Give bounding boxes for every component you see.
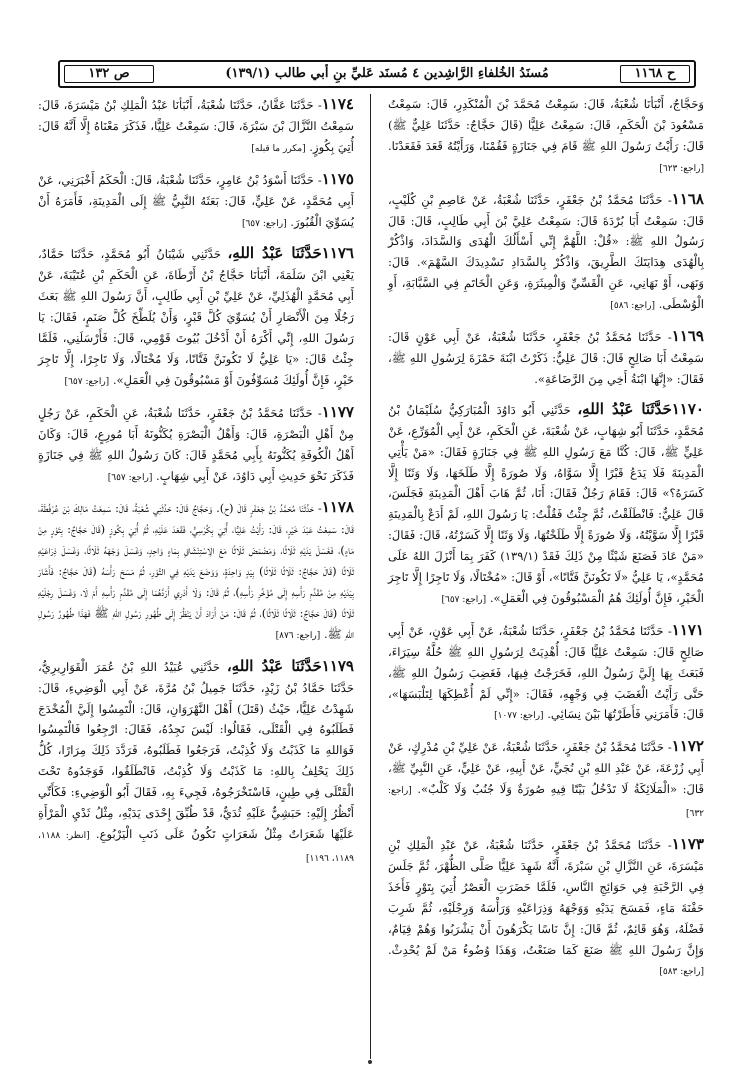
hadith-entry — [38, 497, 354, 646]
page-header — [58, 60, 696, 88]
hadith-text: - حَدَّثَنَا مُحَمَّدُ بْنُ جَعْفَرٍ، حَدَّثَنَا شُعْبَةُ، عَنْ أَبِي عَوْنٍ قَالَ: سَمِعْتُ أَبَا صَالِحٍ قَالَ: قَالَ عَلِيٌّ: ذَكَرْتُ ابْنَةَ حَمْزَةَ لِرَسُولِ اللهِ ﷺ، فَقَالَ: «إِنَّهَا ابْنَةُ أَخِي مِنَ الرَّضَاعَةِ». — [388, 330, 704, 386]
hadith-heading: حَدَّثَنَا عَبْدُ اللهِ، — [227, 244, 322, 263]
hadith-number: ١١٧١ — [671, 620, 704, 639]
hadith-number: ١١٧٥ — [321, 169, 354, 188]
hadith-reference: [راجع: ٦٢٣] — [659, 163, 704, 174]
column-divider — [370, 94, 371, 1059]
left-column — [38, 94, 354, 879]
hadith-reference: [راجع: ٥٨٦] — [610, 301, 655, 312]
hadith-reference: [مكرر ما قبله] — [251, 143, 306, 154]
hadith-text: - حَدَّثَنَا مُحَمَّدُ بْنُ جَعْفَرٍ، حَدَّثَنَا شُعْبَةُ، عَنْ عَبْدِ الْمَلِكِ بْنِ مَيْسَرَةَ، عَنِ النَّزَّالِ بْنِ سَبْرَةَ، أَنَّهُ شَهِدَ عَلِيًّا صَلَّى الظُّهْرَ، ثُمَّ جَلَسَ فِي الرَّحْبَةِ فِي حَوَائِجِ النَّاسِ، فَلَمَّا حَضَرَتِ الْعَصْرُ أُتِيَ بِتَوْرٍ فَأَخَذَ حَفْنَةَ مَاءٍ، فَمَسَحَ يَدَيْهِ وَوَجْهَهُ وَذِرَاعَيْهِ وَرَأْسَهُ وَرِجْلَيْهِ، ثُمَّ شَرِبَ فَضْلَهُ، وَهُوَ قَائِمٌ، ثُمَّ قَالَ: إِنَّ نَاسًا يَكْرَهُونَ أَنْ يَشْرَبُوا وَهُمْ قِيَامٌ، وَإِنَّ رَسُولَ اللهِ ﷺ صَنَعَ كَمَا صَنَعْتُ، وَهَذَا وُضُوءُ مَنْ لَمْ يُحْدِثْ. — [388, 838, 704, 957]
hadith-entry — [388, 189, 704, 317]
hadith-text: - حَدَّثَنَا مُحَمَّدُ بْنُ جَعْفَرٍ قَالَ (ح). وَحَجَّاجٌ قَالَ: حَدَّثَنِي شُعْبَةُ، قَالَ: سَمِعْتُ مَالِكَ بْنَ عُرْفُطَةَ، قَالَ: سَمِعْتُ عَبْدَ خَيْرٍ، قَالَ: رَأَيْتُ عَلِيًّا، أُتِيَ بِكُرْسِيٍّ، فَقَعَدَ عَلَيْهِ، ثُمَّ أُتِيَ بِكُوزٍ (قَالَ حَجَّاجٌ: بِتَوْرٍ مِنْ مَاءٍ)، فَغَسَلَ يَدَيْهِ ثَلَاثًا، وَمَضْمَضَ ثَلَاثًا مَعَ الِاسْتِنْشَاقِ بِمَاءٍ وَاحِدٍ، وَغَسَلَ وَجْهَهُ ثَلَاثًا، وَغَسَلَ ذِرَاعَيْهِ ثَلَاثًا (قَالَ حَجَّاجٌ: ثَلَاثًا ثَلَاثًا) بِيَدٍ وَاحِدَةٍ، وَوَضَعَ يَدَيْهِ فِي التَّوْرِ، ثُمَّ مَسَحَ رَأْسَهُ (قَالَ حَجَّاجٌ: فَأَشَارَ بِيَدَيْهِ مِنْ مُقَدَّمِ رَأْسِهِ إِلَى مُؤَخَّرِ رَأْسِهِ)، ثُمَّ قَالَ: وَلَا أَدْرِي أَرَدَّهُمَا إِلَى مُقَدَّمِ رَأْسِهِ أَمْ لَا، وَغَسَلَ رِجْلَيْهِ ثَلَاثًا (قَالَ حَجَّاجٌ: ثَلَاثًا ثَلَاثًا)، ثُمَّ قَالَ: مَنْ أَرَادَ أَنْ يَنْظُرَ إِلَى طُهُورِ رَسُولِ اللهِ ﷺ فَهَذَا طُهُورُ رَسُولِ اللهِ ﷺ. — [38, 501, 354, 641]
hadith-reference: [انظر: ١١٨٨، ١١٨٩، ١١٩٦] — [38, 831, 354, 864]
hadith-entry — [38, 656, 354, 870]
page-ornament — [368, 1060, 372, 1064]
hadith-entry — [38, 169, 354, 235]
hadith-number: ١١٧٤ — [321, 95, 354, 113]
page-number-left: ص ١٣٢ — [64, 65, 154, 83]
hadith-reference: [راجع: ٦٣٢] — [388, 786, 704, 820]
hadith-text: - حَدَّثَنَا مُحَمَّدُ بْنُ جَعْفَرٍ، حَدَّثَنَا شُعْبَةُ، عَنْ عَلِيِّ بْنِ مُدْرِكٍ، عَنْ أَبِي زُرْعَةَ، عَنْ عَبْدِ اللهِ بْنِ نُجَيٍّ، عَنْ أَبِيهِ، عَنْ عَلِيٍّ، عَنِ النَّبِيِّ ﷺ، قَالَ: «الْمَلَائِكَةُ لَا تَدْخُلُ بَيْتًا فِيهِ صُورَةٌ وَلَا جُنُبٌ وَلَا كَلْبٌ». — [388, 740, 705, 797]
hadith-text: حَدَّثَنِي عُبَيْدُ اللهِ بْنُ عُمَرَ الْقَوَارِيرِيُّ، حَدَّثَنَا حَمَّادُ بْنُ زَيْدٍ، حَدَّثَنَا جَمِيلُ بْنُ مُرَّةَ، عَنْ أَبِي الْوَضِيءِ، قَالَ: شَهِدْتُ عَلِيًّا، حَيْثُ (قَتَلَ) أَهْلَ النَّهْرَوَانِ، قَالَ: الْتَمِسُوا إِلَيَّ الْمُخْدَجَ فَطَلَبُوهُ فِي الْقَتْلَى، فَقَالُوا: لَيْسَ نَجِدُهُ، فَقَالَ: ارْجِعُوا فَالْتَمِسُوا فَوَاللهِ مَا كَذَبْتُ وَلَا كُذِبْتُ، فَرَجَعُوا فَطَلَبُوهُ، فَرَدَّدَ ذَلِكَ مِرَارًا، كُلُّ ذَلِكَ يَحْلِفُ بِاللهِ: مَا كَذَبْتُ وَلَا كُذِبْتُ، فَانْطَلَقُوا، فَوَجَدُوهُ تَحْتَ الْقَتْلَى فِي طِينٍ، فَاسْتَخْرَجُوهُ، فَجِيءَ بِهِ، فَقَالَ أَبُو الْوَضِيءِ: فَكَأَنِّي أَنْظُرُ إِلَيْهِ: حَبَشِيٌّ عَلَيْهِ ثُدَيٌّ، قَدْ طُبِّقَ إِحْدَى يَدَيْهِ، مِثْلُ ثَدْيِ الْمَرْأَةِ عَلَيْهَا شَعَرَاتٌ مِثْلُ شَعَرَاتٍ تَكُونُ عَلَى ذَنَبِ الْيَرْبُوعِ. — [38, 659, 354, 841]
hadith-entry — [388, 399, 704, 611]
hadith-reference: [راجع: ١٠٧٧] — [494, 711, 544, 722]
hadith-text: - حَدَّثَنَا أَسْوَدُ بْنُ عَامِرٍ، حَدَّثَنَا شُعْبَةُ، قَالَ: الْحَكَمُ أَخْبَرَنِي، عَنْ أَبِي مُحَمَّدٍ، عَنْ عَلِيٍّ، قَالَ: بَعَثَهُ النَّبِيُّ ﷺ إِلَى الْمَدِينَةِ، فَأَمَرَهُ أَنْ يُسَوِّيَ الْقُبُورَ. — [38, 172, 354, 229]
hadith-number: ١١٧٧ — [321, 402, 354, 421]
hadith-text: - حَدَّثَنَا عَفَّانُ، حَدَّثَنَا شُعْبَةُ، أَنْبَأنَا عَبْدُ الْمَلِكِ بْنُ مَيْسَرَةَ، قَالَ: سَمِعْتُ النَّزَّالَ بْنَ سَبْرَةَ، قَالَ: سَمِعْتُ عَلِيًّا، فَذَكَرَ مَعْنَاهُ إِلَّا أَنَّهُ قَالَ: أُتِيَ بِكُوزٍ. — [38, 98, 354, 154]
hadith-entry — [388, 620, 704, 728]
hadith-number: ١١٧٦ — [321, 244, 354, 263]
running-title: مُسنَدُ الخُلفاءِ الرَّاشِدين ٤ مُسنَد عَليِّ بنِ أَبي طالب (١٣٩/١) — [225, 66, 549, 81]
hadith-number-right: ح ١١٦٨ — [620, 65, 690, 83]
hadith-entry — [388, 326, 704, 390]
hadith-number: ١١٧٨ — [321, 498, 354, 517]
hadith-entry — [38, 402, 354, 489]
hadith-entry — [388, 94, 704, 180]
hadith-number: ١١٧٣ — [671, 835, 704, 853]
hadith-entry — [388, 834, 704, 983]
hadith-entry — [38, 94, 354, 160]
hadith-text: وَحَجَّاجٌ، أَنْبَأنَا شُعْبَةُ، قَالَ: سَمِعْتُ مُحَمَّدَ بْنَ الْمُنْكَدِرِ، قَالَ: سَمِعْتُ مَسْعُودَ بْنَ الْحَكَمِ، قَالَ: سَمِعْتُ عَلِيًّا (قَالَ حَجَّاجٌ: حَدَّثَنَا عَلِيٌّ ﷺ) قَالَ: رَأَيْتُ رَسُولَ اللهِ ﷺ قَامَ فِي جَنَازَةٍ فَقُمْنَا، وَرَأَيْتُهُ قَعَدَ فَقَعَدْنَا. — [388, 97, 704, 153]
hadith-reference: [راجع: ٦٥٧] — [64, 376, 110, 387]
hadith-text: - حَدَّثَنَا مُحَمَّدُ بْنُ جَعْفَرٍ، حَدَّثَنَا شُعْبَةُ، عَنْ أَبِي عَوْنٍ، عَنْ أَبِي صَالِحٍ قَالَ: سَمِعْتُ عَلِيًّا قَالَ: أُهْدِيَتْ لِرَسُولِ اللهِ ﷺ حُلَّةُ سِيَرَاءَ، فَبَعَثَ بِهَا إِلَيَّ رَسُولُ اللهِ، فَخَرَجْتُ فِيهَا، فَغَضِبَ رَسُولُ اللهِ ﷺ، حَتَّى رَأَيْتُ الْغَضَبَ فِي وَجْهِهِ، فَقَالَ: «إِنِّي لَمْ أُعْطِكَهَا لِتَلْبَسَهَا»، قَالَ: فَأَمَرَنِي فَأَطَرْتُهَا بَيْنَ نِسَائِي. — [388, 623, 704, 722]
hadith-reference: [راجع: ٦٥٧] — [241, 218, 287, 229]
hadith-reference: [راجع: ٨٧٦] — [275, 630, 321, 641]
hadith-text: حَدَّثَنِي أَبُو دَاوُدَ الْمُبَارَكِيُّ سُلَيْمَانُ بْنُ مُحَمَّدٍ، حَدَّثَنَا أَبُو شِهَابٍ، عَنْ شُعْبَةَ، عَنِ الْحَكَمِ، عَنْ أَبِي الْمُوَرِّعِ، عَنْ عَلِيٍّ ﷺ، قَالَ: كُنَّا مَعَ رَسُولِ اللهِ ﷺ فِي جَنَازَةٍ فَقَالَ: «مَنْ يَأْتِي الْمَدِينَةَ فَلَا يَدَعُ قَبْرًا إِلَّا سَوَّاهُ، وَلَا صُورَةً إِلَّا طَلَخَهَا، وَلَا وَثَنًا إِلَّا كَسَرَهُ؟» قَالَ: فَقَامَ رَجُلٌ فَقَالَ: أَنَا، ثُمَّ هَابَ أَهْلَ الْمَدِينَةِ فَجَلَسَ، قَالَ عَلِيٌّ: فَانْطَلَقْتُ، ثُمَّ جِئْتُ فَقُلْتُ: يَا رَسُولَ اللهِ، لَمْ أَدَعْ بِالْمَدِينَةِ قَبْرًا إِلَّا سَوَّيْتُهُ، وَلَا صُورَةً إِلَّا طَلَخْتُهَا، وَلَا وَثَنًا إِلَّا كَسَرْتُهُ، قَالَ: فَقَالَ: «مَنْ عَادَ فَصَنَعَ شَيْئًا مِنْ ذَلِكَ فَقَدْ (١٣٩/١) كَفَرَ بِمَا أَنْزَلَ اللهُ عَلَى مُحَمَّدٍ»، يَا عَلِيُّ «لَا تَكُونَنَّ فَتَّانًا»، أَوْ قَالَ: «مُخْتَالًا، وَلَا تَاجِرًا إِلَّا تَاجِرَ الْخَيْرِ، فَإِنَّ أُولَئِكَ هُمُ الْمَسْبُوقُونَ فِي الْعَمَلِ». — [388, 402, 704, 605]
hadith-number: ١١٧٠ — [671, 399, 704, 418]
hadith-text: - حَدَّثَنَا مُحَمَّدُ بْنُ جَعْفَرٍ، حَدَّثَنَا شُعْبَةُ، عَنْ عَاصِمِ بْنِ كُلَيْبٍ، قَالَ: سَمِعْتُ أَبَا بُرْدَةَ قَالَ: سَمِعْتُ عَلِيَّ بْنَ أَبِي طَالِبٍ، قَالَ: قَالَ رَسُولُ اللهِ ﷺ: «قُلْ: اللَّهُمَّ إِنِّي أَسْأَلُكَ الْهُدَى وَالسَّدَادَ، وَاذْكُرْ بِالْهُدَى هِدَايَتَكَ الطَّرِيقَ، وَاذْكُرْ بِالسَّدَادِ تَسْدِيدَكَ السَّهْمَ». قَالَ: وَنَهَى، أَوْ نَهَانِي، عَنِ الْقَسِّيِّ وَالْمِيثَرَةِ، وَعَنِ الْخَاتَمِ فِي السَّبَّابَةِ، أَوِ الْوُسْطَى. — [388, 192, 704, 312]
hadith-reference: [راجع: ٦٥٧] — [441, 594, 487, 605]
hadith-heading: حَدَّثَنَا عَبْدُ اللهِ، — [226, 656, 322, 675]
hadith-text: - حَدَّثَنَا مُحَمَّدُ بْنُ جَعْفَرٍ، حَدَّثَنَا شُعْبَةُ، عَنِ الْحَكَمِ، عَنْ رَجُلٍ مِنْ أَهْلِ الْبَصْرَةِ، قَالَ: وَأَهْلُ الْبَصْرَةِ يُكَنُّونَهُ أَبَا مُورِعٍ، قَالَ: وَكَانَ أَهْلُ الْكُوفَةِ يُكَنُّونَهُ بِأَبِي مُحَمَّدٍ قَالَ: كَانَ رَسُولُ اللهِ ﷺ فِي جَنَازَةٍ فَذَكَرَ نَحْوَ حَدِيثِ أَبِي دَاوُدَ، عَنْ أَبِي شِهَابٍ. — [38, 405, 354, 483]
hadith-number: ١١٧٩ — [321, 656, 354, 675]
hadith-number: ١١٦٨ — [671, 189, 704, 208]
hadith-number: ١١٦٩ — [671, 327, 704, 346]
hadith-reference: [راجع: ٥٨٣] — [659, 967, 704, 978]
hadith-heading: حَدَّثَنَا عَبْدُ اللهِ، — [577, 399, 672, 418]
right-column — [388, 94, 704, 992]
hadith-text: حَدَّثَنِي شَيْبَانُ أَبُو مُحَمَّدٍ، حَدَّثَنَا حَمَّادٌ، يَعْنِي ابْنَ سَلَمَةَ، أَنْبَأنَا حَجَّاجُ بْنُ أَرْطَاةَ، عَنِ الْحَكَمِ بْنِ عُتَيْبَةَ، عَنْ أَبِي مُحَمَّدٍ الْهُذَلِيِّ، عَنْ عَلِيِّ بْنِ أَبِي طَالِبٍ، أَنَّ رَسُولَ اللهِ ﷺ بَعَثَ رَجُلًا مِنَ الْأَنْصَارِ أَنْ يُسَوِّيَ كُلَّ قَبْرٍ، وَأَنْ يُلَطِّخَ كُلَّ صَنَمٍ، فَقَالَ: يَا رَسُولَ اللهِ، إِنِّي أَكْرَهُ أَنْ أَدْخُلَ بُيُوتَ قَوْمِي، قَالَ: فَأَرْسَلَنِي، فَلَمَّا جِئْتُ قَالَ: «يَا عَلِيُّ لَا تَكُونَنَّ فَتَّانًا، وَلَا مُخْتَالًا، وَلَا تَاجِرًا، إِلَّا تَاجِرَ خَيْرٍ، فَإِنَّ أُولَئِكَ مُسَوِّفُونَ أَوْ مَسْبُوقُونَ فِي الْعَمَلِ». — [38, 247, 354, 387]
hadith-reference: [راجع: ٦٥٧] — [107, 472, 153, 483]
hadith-number: ١١٧٢ — [671, 737, 704, 756]
hadith-entry — [388, 736, 704, 825]
hadith-entry — [38, 243, 354, 392]
